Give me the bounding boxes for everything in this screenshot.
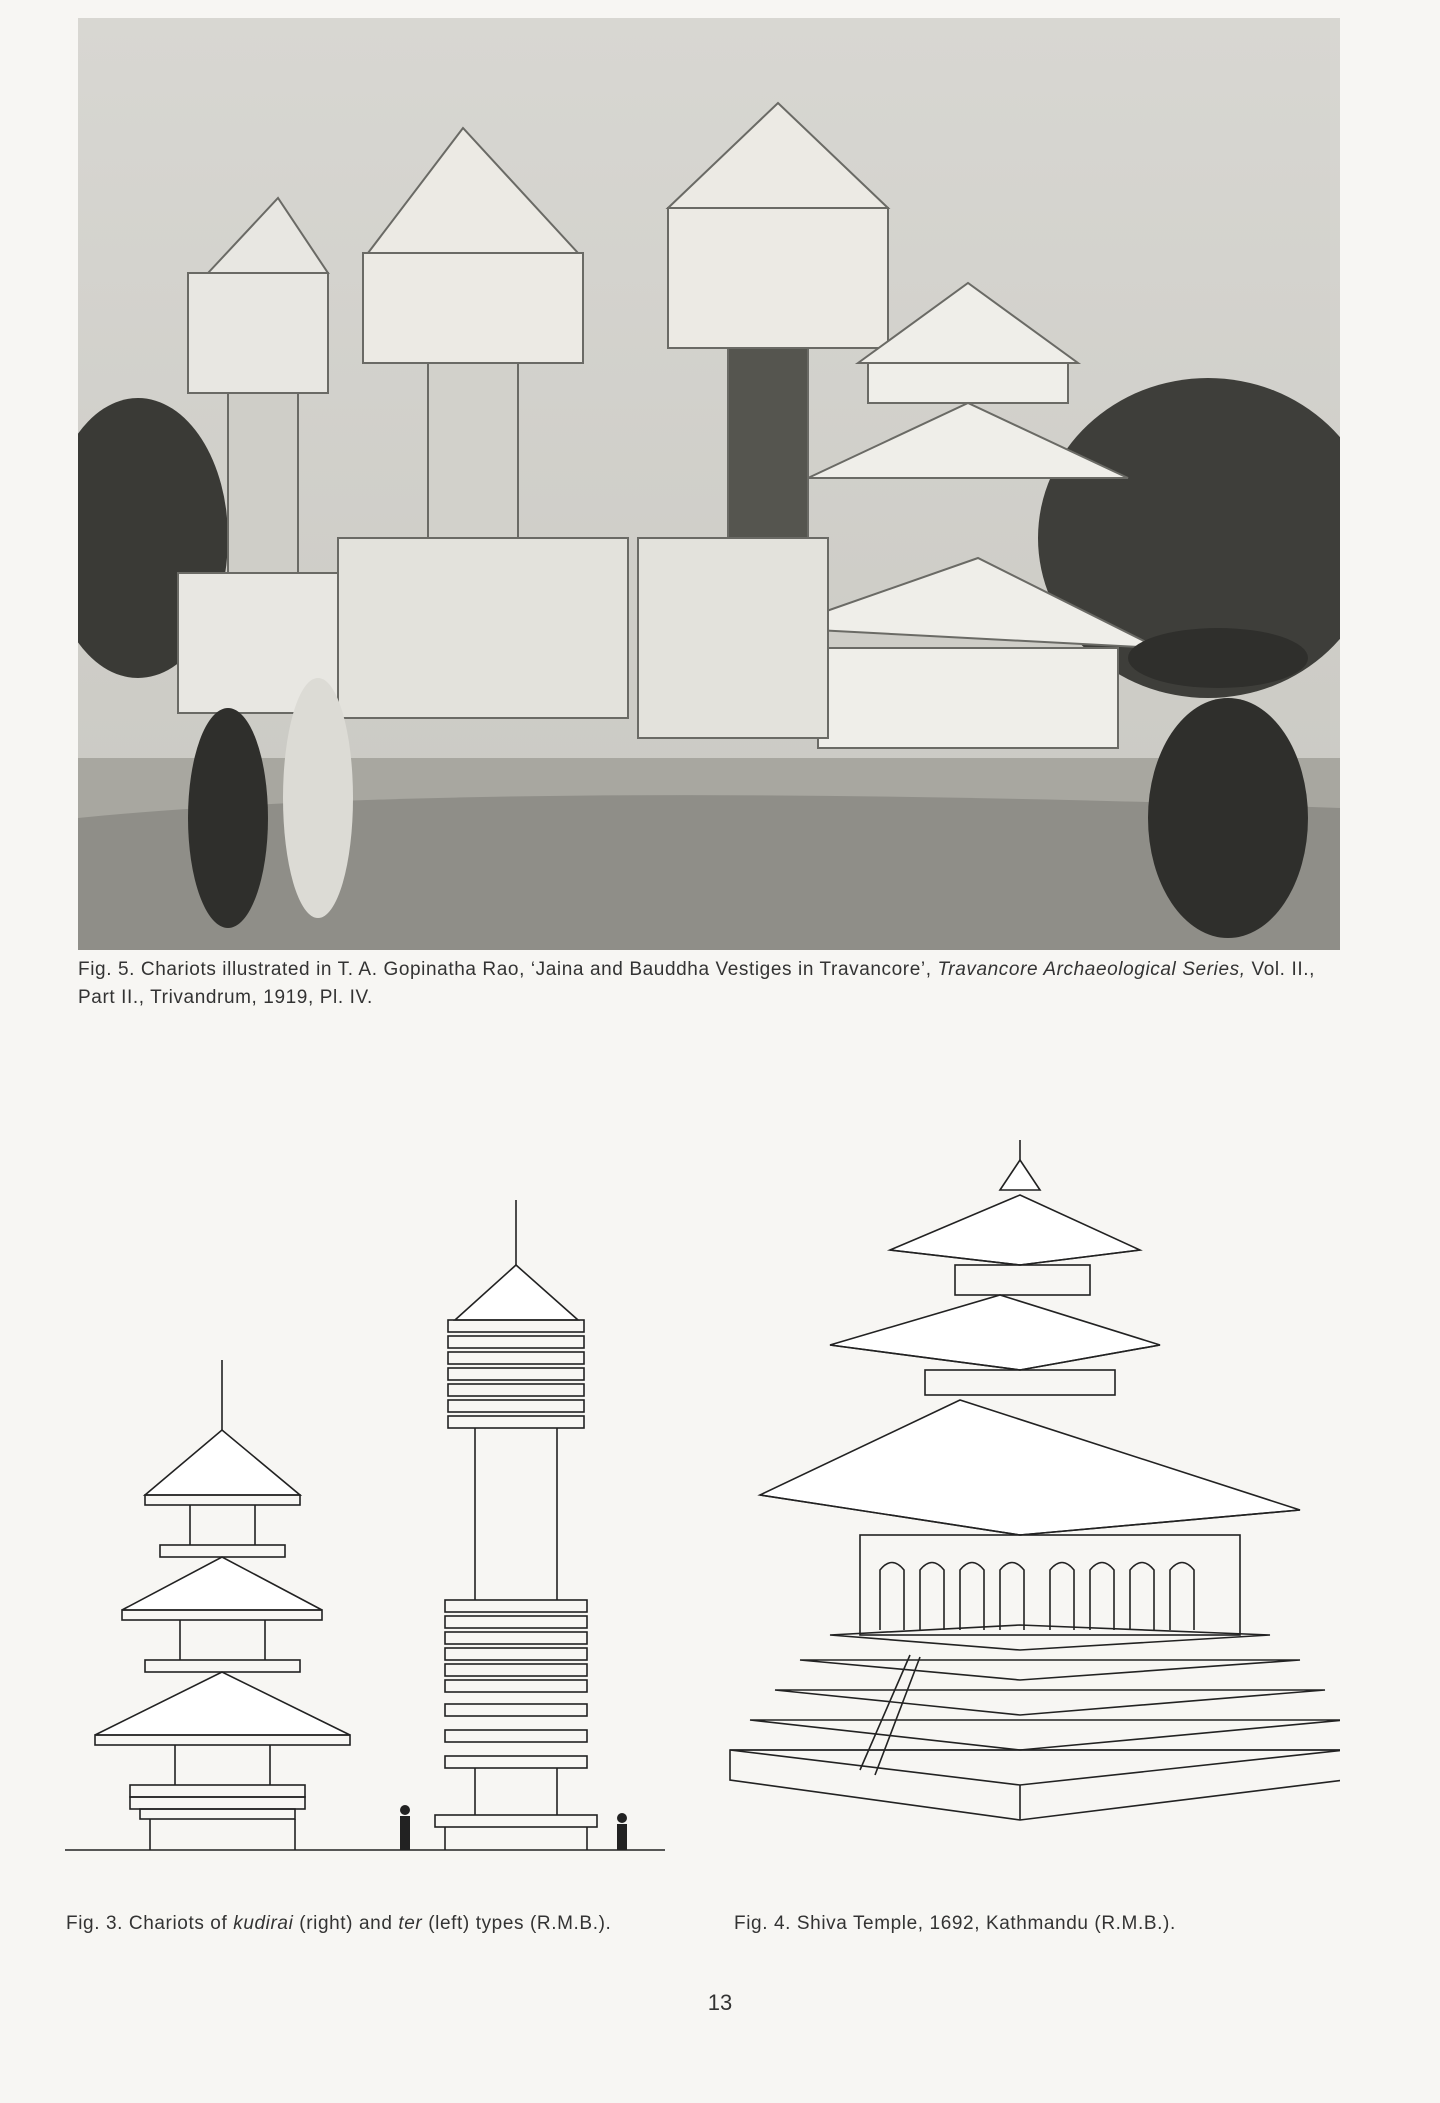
figure-4-caption: Fig. 4. Shiva Temple, 1692, Kathmandu (R.M.B.).	[734, 1913, 1176, 1934]
figure-3-caption-prefix: Fig. 3. Chariots of	[66, 1913, 234, 1934]
figure-4-drawing	[720, 1130, 1340, 1870]
shiva-temple-line-drawing	[720, 1130, 1340, 1870]
chariots-photo	[78, 18, 1340, 950]
figure-3-caption-kudirai: kudirai	[233, 1913, 294, 1934]
page-number: 13	[707, 1990, 733, 2015]
figure-5-caption	[78, 956, 1340, 1012]
figure-5-photograph	[78, 18, 1340, 950]
chariots-line-drawing	[60, 1190, 680, 1860]
figure-3-drawing	[60, 1190, 680, 1860]
figure-3-caption-mid: (right) and	[293, 1913, 399, 1934]
figure-3-caption	[66, 1910, 611, 1938]
figure-5-caption-main: Fig. 5. Chariots illustrated in T. A. Gopinatha Rao, ‘Jaina and Bauddha Vestiges in Travancore’,	[78, 959, 938, 980]
figure-5-caption-tail: Vol. II., Part II., Trivandrum, 1919, Pl. IV.	[78, 959, 1315, 1008]
figure-5-caption-series: Travancore Archaeological Series,	[937, 959, 1246, 980]
figure-3-caption-ter: ter	[398, 1913, 423, 1934]
figure-3-caption-suffix: (left) types (R.M.B.).	[422, 1913, 612, 1934]
